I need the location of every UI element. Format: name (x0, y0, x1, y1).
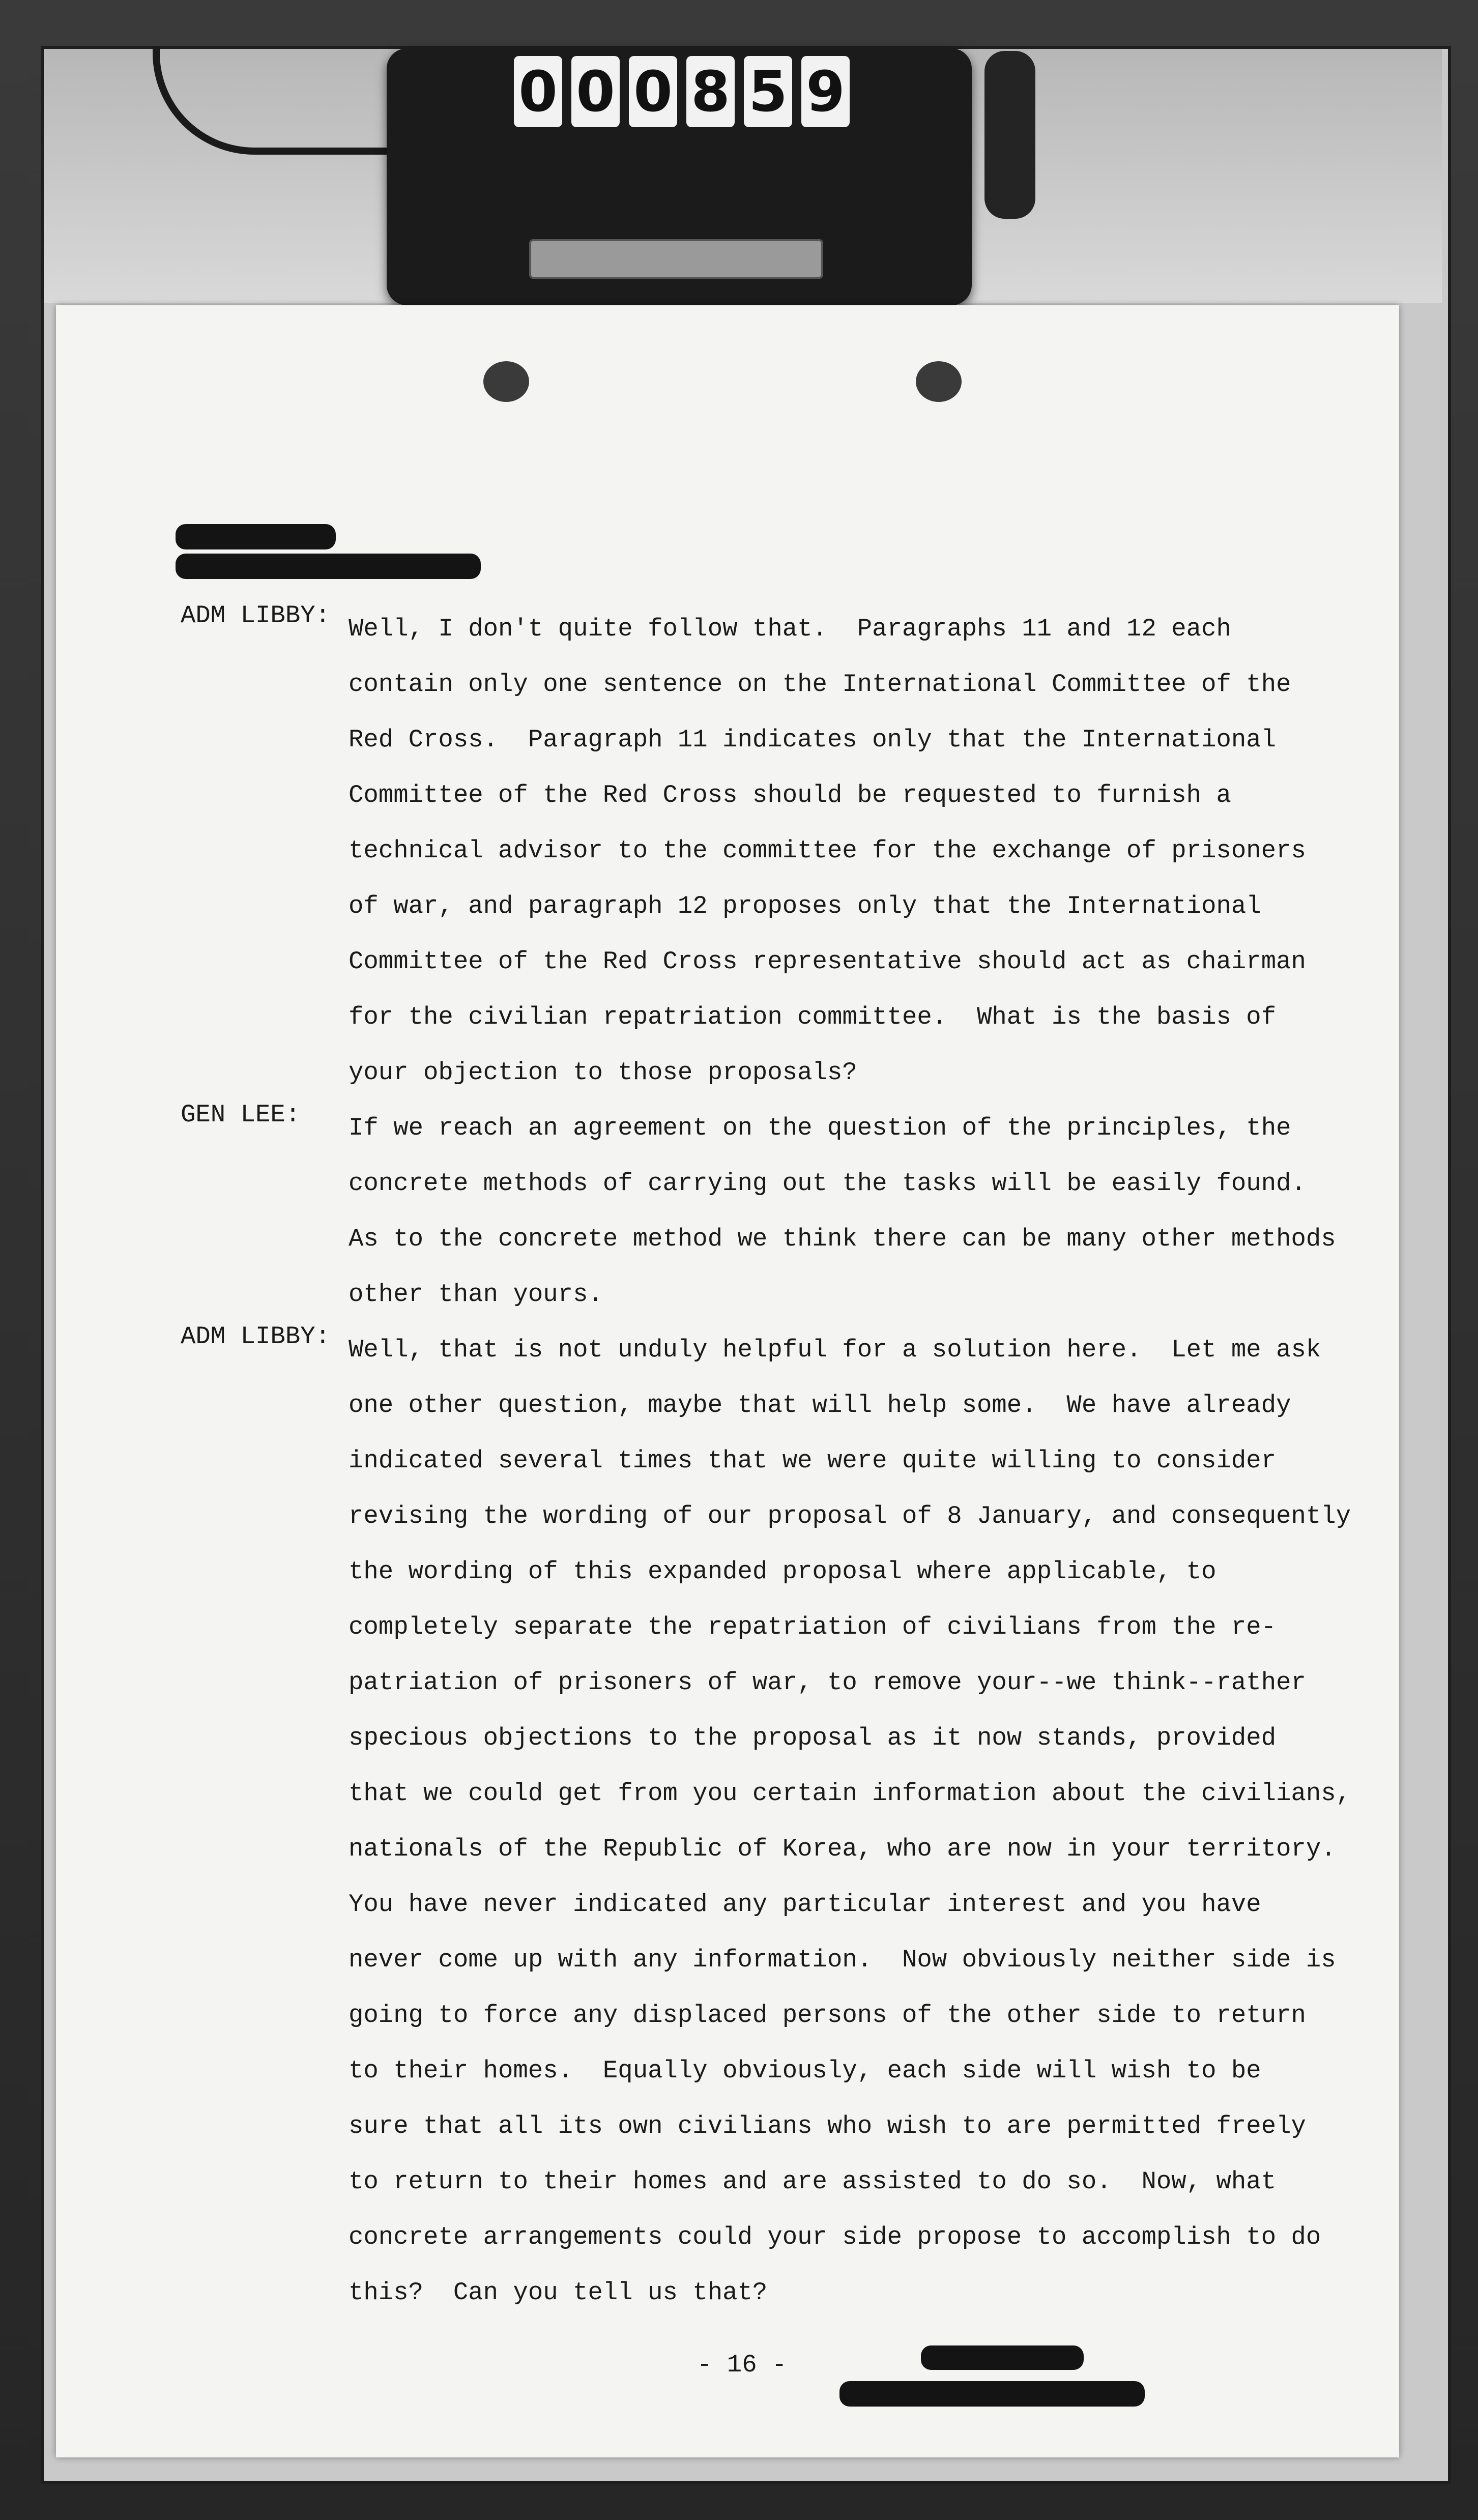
text-line: Red Cross. Paragraph 11 indicates only that the International (349, 726, 1277, 754)
text-line: Committee of the Red Cross should be requested to furnish a (349, 781, 1231, 809)
text-line: nationals of the Republic of Korea, who are now in your territory. (349, 1835, 1336, 1863)
counter-digit: 0 (571, 56, 620, 127)
speech-text (349, 1322, 1386, 2321)
text-line: your objection to those proposals? (349, 1058, 857, 1087)
speaker-label: GEN LEE: (181, 1100, 301, 1129)
speech-text (349, 601, 1386, 1100)
redaction-bar (176, 524, 336, 549)
text-line: As to the concrete method we think there can be many other methods (349, 1225, 1336, 1253)
text-line: concrete arrangements could your side propose to accomplish to do (349, 2223, 1321, 2251)
counter-digit: 0 (514, 56, 562, 127)
text-line: to return to their homes and are assisted to do so. Now, what (349, 2167, 1277, 2196)
redaction-bar (176, 554, 481, 579)
text-line: to their homes. Equally obviously, each side will wish to be (349, 2056, 1261, 2085)
counter-digit: 8 (686, 56, 735, 127)
document-page (56, 305, 1399, 2457)
text-line: this? Can you tell us that? (349, 2278, 768, 2307)
text-line: for the civilian repatriation committee. What is the basis of (349, 1003, 1277, 1031)
text-line: that we could get from you certain information about the civilians, (349, 1779, 1351, 1808)
speaker-label: ADM LIBBY: (181, 1322, 331, 1351)
text-line: never come up with any information. Now obviously neither side is (349, 1946, 1336, 1974)
text-line: going to force any displaced persons of the other side to return (349, 2001, 1306, 2030)
text-line: revising the wording of our proposal of 8 January, and consequently (349, 1502, 1351, 1530)
counter-digit: 9 (801, 56, 850, 127)
text-line: technical advisor to the committee for the exchange of prisoners (349, 836, 1306, 865)
speech-text (349, 1100, 1386, 1322)
counter-digit: 0 (629, 56, 677, 127)
text-line: patriation of prisoners of war, to remove your--we think--rather (349, 1668, 1306, 1697)
text-line: the wording of this expanded proposal where applicable, to (349, 1557, 1216, 1586)
counter-digit: 5 (744, 56, 792, 127)
speaker-label: ADM LIBBY: (181, 601, 331, 630)
punch-hole (916, 361, 962, 402)
frame-counter-digits (514, 56, 850, 127)
text-line: one other question, maybe that will help some. We have already (349, 1391, 1291, 1420)
text-line: contain only one sentence on the International Committee of the (349, 670, 1291, 699)
text-line: completely separate the repatriation of civilians from the re- (349, 1613, 1277, 1641)
text-line: If we reach an agreement on the question of the principles, the (349, 1114, 1291, 1142)
redaction-bar (839, 2381, 1145, 2407)
text-line: sure that all its own civilians who wish to are permitted freely (349, 2112, 1306, 2140)
page-number: - 16 - (697, 2351, 787, 2379)
text-line: specious objections to the proposal as it now stands, provided (349, 1724, 1277, 1752)
counter-knob (984, 51, 1035, 219)
text-line: Well, that is not unduly helpful for a solution here. Let me ask (349, 1336, 1321, 1364)
text-line: indicated several times that we were quite willing to consider (349, 1446, 1277, 1475)
text-line: Committee of the Red Cross representative should act as chairman (349, 947, 1306, 976)
text-line: You have never indicated any particular interest and you have (349, 1890, 1261, 1919)
redaction-bar (921, 2345, 1084, 2370)
counter-plate (529, 239, 823, 279)
text-line: other than yours. (349, 1280, 603, 1309)
text-line: of war, and paragraph 12 proposes only that the International (349, 892, 1261, 920)
text-line: concrete methods of carrying out the tasks will be easily found. (349, 1169, 1306, 1198)
punch-hole (483, 361, 529, 402)
text-line: Well, I don't quite follow that. Paragraphs 11 and 12 each (349, 615, 1231, 643)
